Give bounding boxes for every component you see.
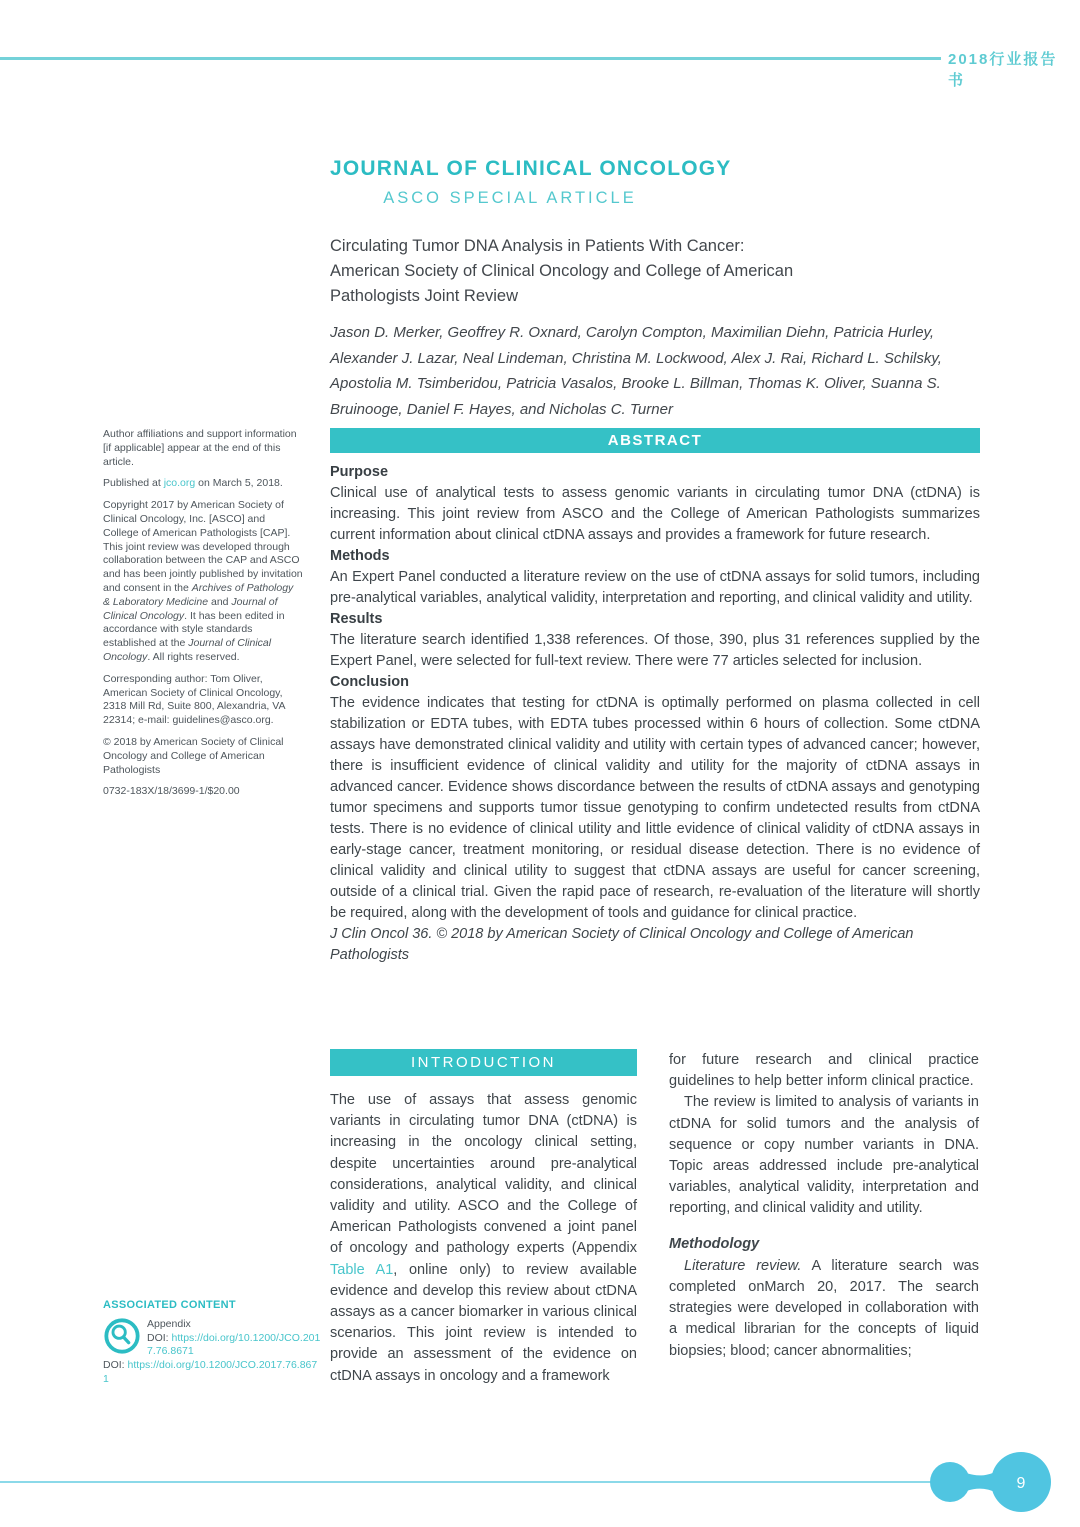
abstract-purpose-text: Clinical use of analytical tests to assess genomic variants in circulating tumor DNA (ctDNA) is increasing. This joint review from ASCO and the College of American Pathologists summarizes current information about clinical ctDNA assays and provides a framework for future research. xyxy=(330,485,980,543)
abstract-methods-text: An Expert Panel conducted a literature review on the use of ctDNA assays for solid tumors, including pre-analytical variables, analytical validity, interpretation and reporting, and clinical validity and utility. xyxy=(330,569,980,606)
methodology-text: A literature search was completed onMarch 20, 2017. The search strategies were developed in collaboration with a medical librarian for the concepts of liquid biopsies; blood; cancer abnormalities; xyxy=(669,1257,979,1359)
abstract-conclusion-text: The evidence indicates that testing for ctDNA is optimally performed on plasma collected in cell stabilization or EDTA tubes, with EDTA tubes processed within 6 hours of collection. Some ctDNA assays have demonstrated clinical validity and utility with certain types of advanced cancer; however, there is insufficient evidence of clinical validity and utility for the majority of ctDNA assays in advanced cancer. Evidence shows discordance between the results of ctDNA assays and genotyping tumor specimens and supports tumor tissue genotyping to confirm undetected results from ctDNA tests. There is no evidence of clinical utility and little evidence of clinical validity of ctDNA assays in early-stage cancer, treatment monitoring, or residual disease detection. There is no evidence of clinical validity and clinical utility to suggest that ctDNA assays are useful for cancer screening, outside of a clinical trial. Given the rapid pace of research, re-evaluation of the literature will shortly be required, along with the development of tools and guidance for clinical practice. xyxy=(330,695,980,921)
literature-review-lead: Literature review. xyxy=(684,1257,802,1274)
associated-content xyxy=(103,1299,321,1387)
copyright-italic-2: Journal of Clinical Oncology xyxy=(103,595,278,622)
appendix-label: Appendix xyxy=(147,1317,191,1330)
intro-left-text-2: , online only) to review available evidence and develop this review about ctDNA assays as a cancer biomarker in various clinical scenarios. This joint review is intended to provide an assessment of the evidence on ctDNA assays in oncology and a framework xyxy=(330,1261,637,1384)
intro-left-paragraph xyxy=(330,1090,637,1387)
table-a1-link[interactable]: Table A1 xyxy=(330,1261,394,1278)
sidebar-issn-line: 0732-183X/18/3699-1/$20.00 xyxy=(103,785,240,798)
copyright-italic-1: Archives of Pathology & Laboratory Medicine xyxy=(103,581,294,608)
intro-right-paragraph-2: The review is limited to analysis of variants in ctDNA for solid tumors and the analysis of sequence or copy number variants in DNA. Topic areas addressed include pre-analytical variables, analytical validity, interpretation and reporting, and clinical validity and utility. xyxy=(669,1094,979,1217)
journal-subtitle: ASCO SPECIAL ARTICLE xyxy=(383,189,637,207)
copyright-text-4: . All rights reserved. xyxy=(147,650,240,663)
article-title: Circulating Tumor DNA Analysis in Patients With Cancer: American Society of Clinical Oncology and College of American Pathologists Joint Review xyxy=(330,237,794,305)
published-suffix: on March 5, 2018. xyxy=(195,477,283,490)
sidebar-published-line xyxy=(103,477,303,491)
article-doi-line xyxy=(103,1359,321,1387)
abstract-purpose-heading: Purpose xyxy=(330,464,389,480)
copyright-italic-3: Journal of Clinical Oncology xyxy=(103,637,272,663)
methodology-heading: Methodology xyxy=(669,1235,760,1252)
abstract-body xyxy=(330,462,980,966)
report-header-label: 2018行业报告书 xyxy=(948,51,1058,89)
abstract-results-text: The literature search identified 1,338 references. Of those, 390, plus 31 references supplied by the Expert Panel, were selected for full-text review. There were 77 articles selected for inclusion. xyxy=(330,632,980,669)
sidebar-affiliations-note: Author affiliations and support information [if applicable] appear at the end of this article. xyxy=(103,428,297,468)
associated-content-title: ASSOCIATED CONTENT xyxy=(103,1299,236,1311)
intro-left-text-1: The use of assays that assess genomic variants in circulating tumor DNA (ctDNA) is increasing in the oncology clinical setting, despite uncertainties around pre-analytical considerations, analytical validity, and clinical validity and utility. ASCO and the College of American Pathologists convened a joint panel of oncology and pathology experts (Appendix xyxy=(330,1092,637,1257)
copyright-text-1: Copyright 2017 by American Society of Clinical Oncology, Inc. [ASCO] and College of American Pathologists [CAP]. This joint review was developed through collaboration between the CAP and ASCO and has been jointly published by invitation and consent in the xyxy=(103,499,303,594)
doi1-label: DOI: xyxy=(147,1331,172,1344)
magnifier-appendix-icon xyxy=(103,1317,141,1355)
article-authors: Jason D. Merker, Geoffrey R. Oxnard, Carolyn Compton, Maximilian Diehn, Patricia Hurley, Alexander J. Lazar, Neal Lindeman, Christina M. Lockwood, Alex J. Rai, Richard L. Schilsky, Apostolia M. Tsimberidou, Patricia Vasalos, Brooke L. Billman, Thomas K. Oliver, Suanna S. Bruinooge, Daniel F. Hayes, and Nicholas C. Turner xyxy=(330,324,942,418)
appendix-doi-line xyxy=(147,1332,321,1360)
doi2-label: DOI: xyxy=(103,1359,128,1372)
top-divider xyxy=(0,57,941,60)
abstract-methods-heading: Methods xyxy=(330,548,390,564)
sidebar xyxy=(103,428,303,807)
abstract-conclusion-heading: Conclusion xyxy=(330,674,409,690)
footer-divider xyxy=(0,1481,932,1483)
abstract-results-heading: Results xyxy=(330,611,383,627)
abstract-citation: J Clin Oncol 36. © 2018 by American Society of Clinical Oncology and College of American Pathologists xyxy=(330,926,914,963)
journal-title: JOURNAL OF CLINICAL ONCOLOGY xyxy=(330,157,732,180)
abstract-header-bar: ABSTRACT xyxy=(330,428,980,453)
copyright-text-3: . It has been edited in accordance with style standards established at the xyxy=(103,609,285,650)
article-doi-link[interactable]: https://doi.org/10.1200/JCO.2017.76.8671 xyxy=(103,1359,318,1385)
page-number-ornament xyxy=(928,1440,1056,1526)
intro-right-paragraph-1: for future research and clinical practice guidelines to help better inform clinical practice. xyxy=(669,1052,979,1090)
introduction-left-column xyxy=(330,1090,637,1387)
jco-org-link[interactable]: jco.org xyxy=(163,477,196,490)
copyright-text-2: and xyxy=(208,595,232,608)
appendix-doi-link[interactable]: https://doi.org/10.1200/JCO.2017.76.8671 xyxy=(147,1331,321,1358)
published-prefix: Published at xyxy=(103,477,164,490)
sidebar-copyright-paragraph xyxy=(103,499,303,665)
introduction-header-bar: INTRODUCTION xyxy=(330,1049,637,1076)
sidebar-corresponding-author: Corresponding author: Tom Oliver, American Society of Clinical Oncology, 2318 Mill Rd, Suite 800, Alexandria, VA 22314; e-mail: guidelines@asco.org. xyxy=(103,672,285,727)
methodology-paragraph xyxy=(669,1256,979,1362)
page-number: 9 xyxy=(1016,1475,1026,1492)
introduction-right-column xyxy=(669,1050,979,1362)
sidebar-copyright-line: © 2018 by American Society of Clinical Oncology and College of American Pathologists xyxy=(103,735,284,776)
